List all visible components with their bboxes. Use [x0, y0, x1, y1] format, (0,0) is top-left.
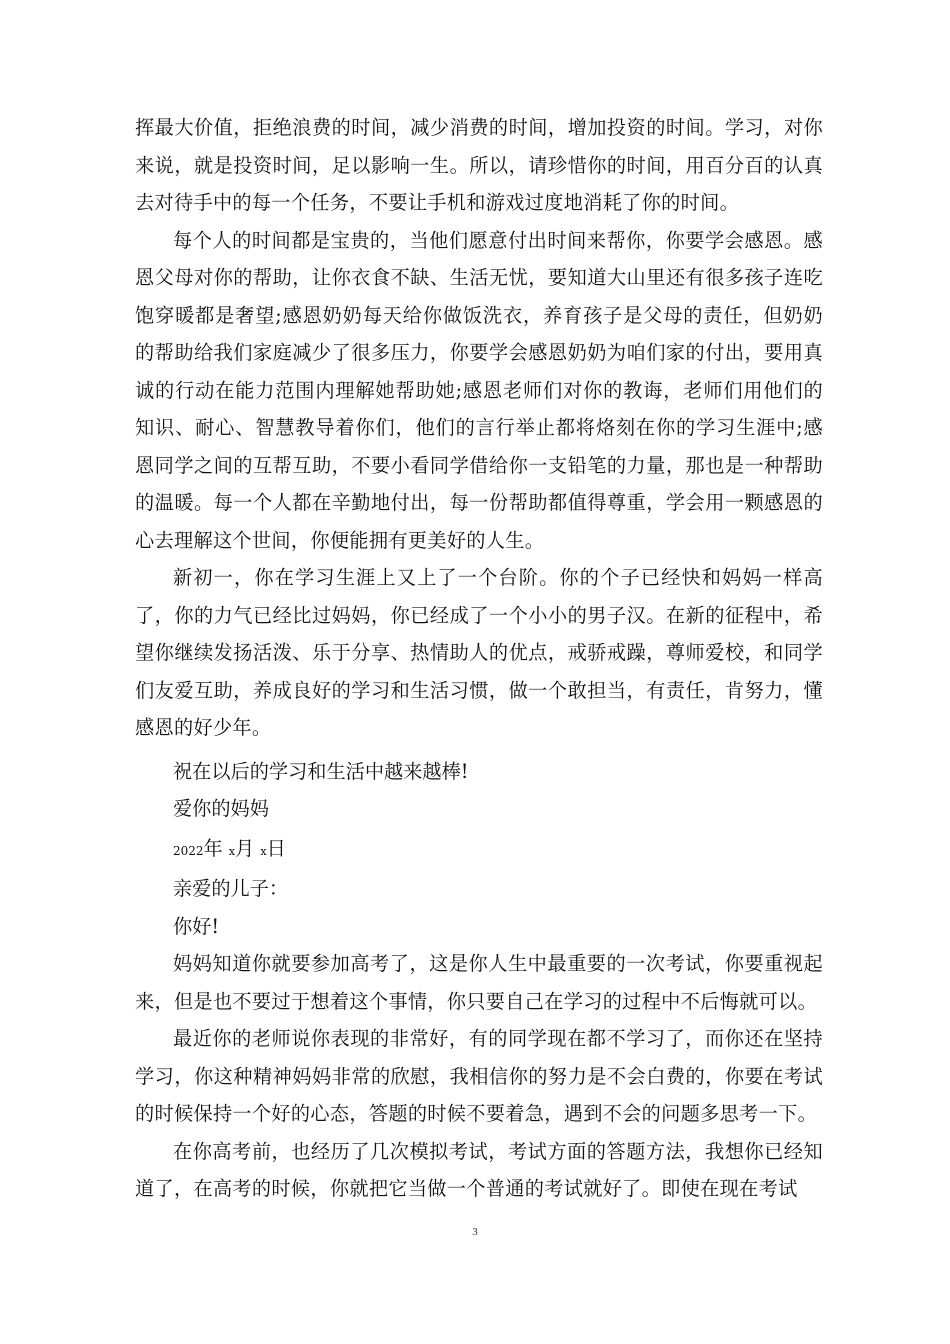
- page-number: 3: [472, 1226, 478, 1238]
- date-year-char: 年: [203, 836, 223, 860]
- letter-salutation: 亲爱的儿子：: [173, 877, 289, 900]
- date-month-char: 月: [235, 836, 255, 860]
- date-month: x: [228, 844, 236, 858]
- date-year: 2022: [173, 843, 204, 858]
- closing-wish: 祝在以后的学习和生活中越来越棒!: [173, 759, 469, 783]
- letter-greeting: 你好!: [173, 914, 220, 938]
- paragraph-teacher-praise: 最近你的老师说你表现的非常好，有的同学现在都不学习了，而你还在坚持学习，你这种精神妈妈非常的欣慰，我相信你的努力是不会白费的，你要在考试的时候保持一个好的心态，答题的时候不要着急，遇到不会的问题多思考一下。: [135, 1027, 823, 1125]
- closing-date: [135, 830, 823, 871]
- paragraph-exam-importance: 妈妈知道你就要参加高考了，这是你人生中最重要的一次考试，你要重视起来，但是也不要过于想着这个事情，你只要自己在学习的过程中不后悔就可以。: [135, 952, 823, 1013]
- closing-signature: 爱你的妈妈: [173, 797, 269, 820]
- date-day: x: [260, 844, 267, 858]
- paragraph-new-grade: 新初一，你在学习生涯上又上了一个台阶。你的个子已经快和妈妈一样高了，你的力气已经比过妈妈，你已经成了一个小小的男子汉。在新的征程中，希望你继续发扬活泼、乐于分享、热情助人的优点，戒骄戒躁，尊师爱校，和同学们友爱互助，养成良好的学习和生活习惯，做一个敢担当，有责任，肯努力，懂感恩的好少年。: [135, 566, 823, 739]
- paragraph-time-value: 挥最大价值，拒绝浪费的时间，减少消费的时间，增加投资的时间。学习，对你来说，就是投资时间，足以影响一生。所以，请珍惜你的时间，用百分百的认真去对待手中的每一个任务，不要让手机和游戏过度地消耗了你的时间。: [135, 116, 823, 214]
- document-body: [135, 109, 823, 1208]
- paragraph-mock-exams: 在你高考前，也经历了几次模拟考试，考试方面的答题方法，我想你已经知道了，在高考的时候，你就把它当做一个普通的考试就好了。即使在现在考试: [135, 1139, 823, 1200]
- date-day-char: 日: [266, 836, 286, 860]
- paragraph-gratitude: 每个人的时间都是宝贵的，当他们愿意付出时间来帮你，你要学会感恩。感恩父母对你的帮助，让你衣食不缺、生活无忧，要知道大山里还有很多孩子连吃饱穿暖都是奢望;感恩奶奶每天给你做饭洗衣，养育孩子是父母的责任，但奶奶的帮助给我们家庭减少了很多压力，你要学会感恩奶奶为咱们家的付出，要用真诚的行动在能力范围内理解她帮助她;感恩老师们对你的教诲，老师们用他们的知识、耐心、智慧教导着你们，他们的言行举止都将烙刻在你的学习生涯中;感恩同学之间的互帮互助，不要小看同学借给你一支铅笔的力量，那也是一种帮助的温暖。每一个人都在辛勤地付出，每一份帮助都值得尊重，学会用一颗感恩的心去理解这个世间，你便能拥有更美好的人生。: [135, 228, 823, 552]
